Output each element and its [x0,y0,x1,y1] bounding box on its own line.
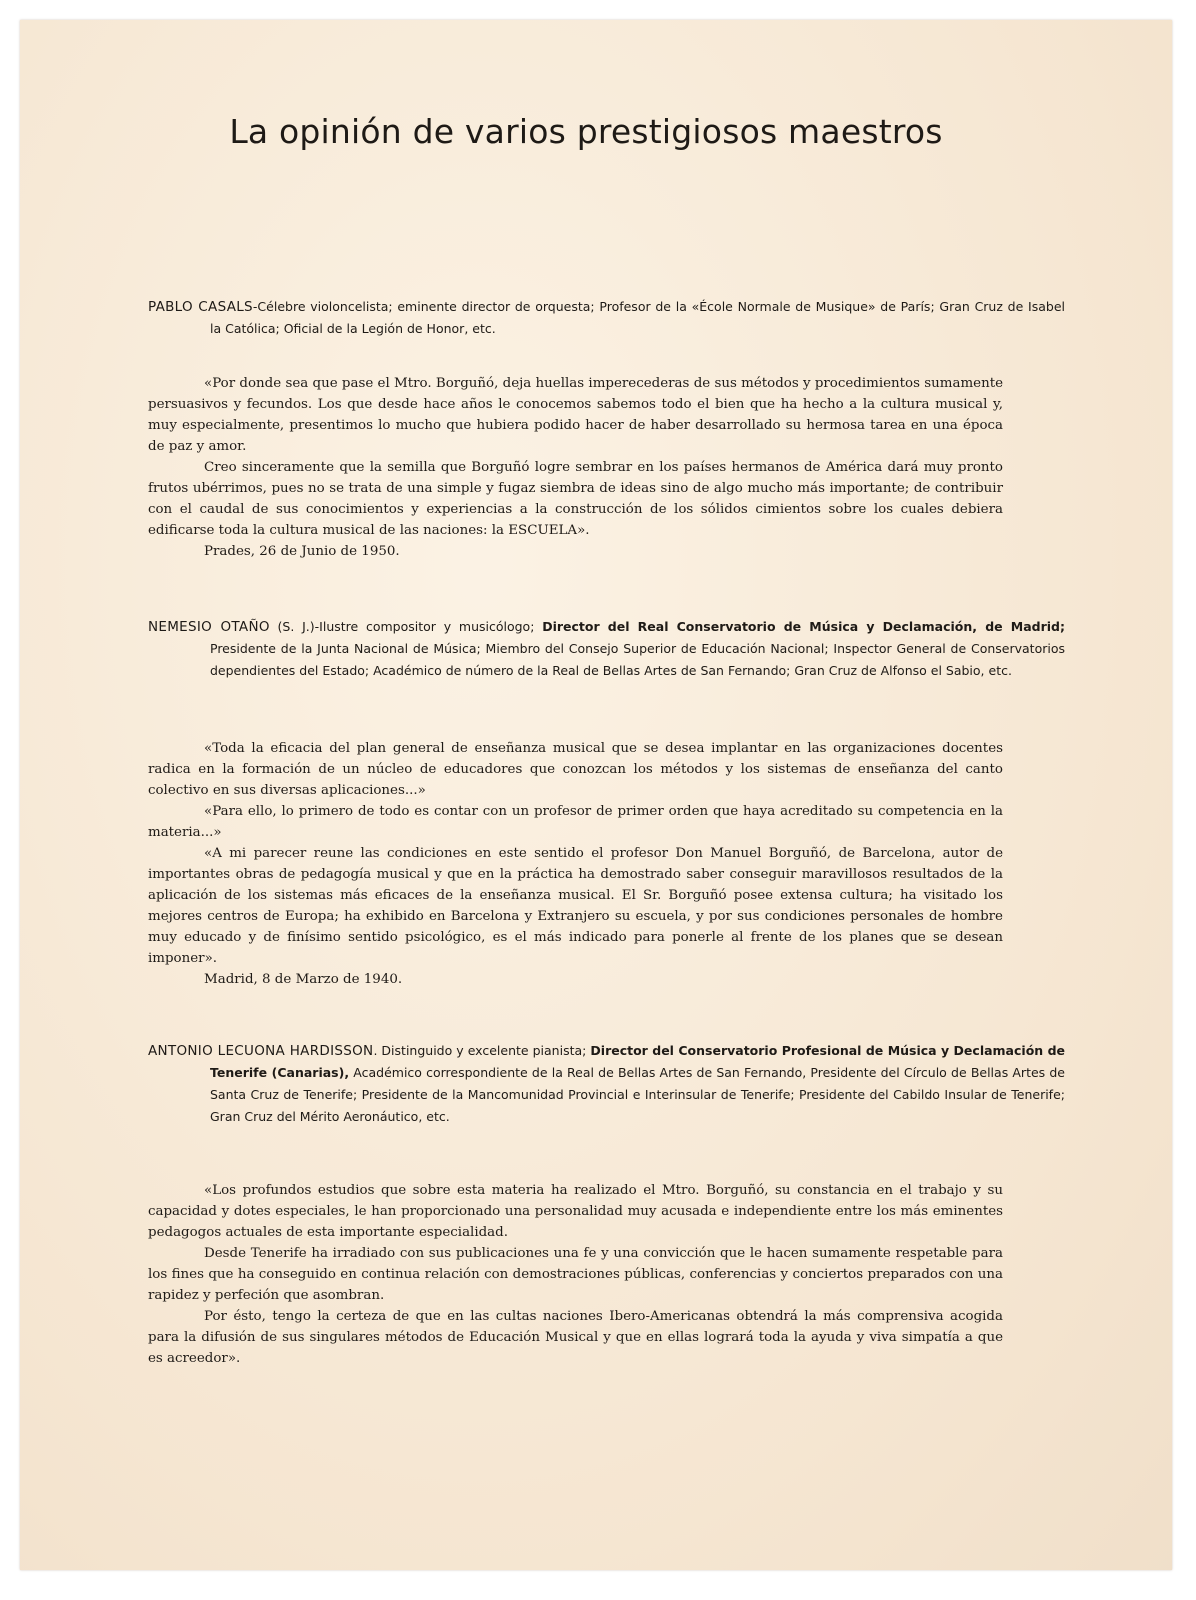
otano-name: NEMESIO OTAÑO [148,619,270,635]
lecuona-credentials-bold: Director del Conservatorio Profesional de Música y Declamación de Tenerife (Canarias), [210,1043,1066,1080]
lecuona-quote [148,1180,1003,1369]
otano-credentials-bold: Director del Real Conservatorio de Música y Declamación, de Madrid; [542,619,1065,634]
lecuona-heading [148,1040,1065,1128]
casals-paragraph-1: «Por donde sea que pase el Mtro. Borguñó, deja huellas imperecederas de sus métodos y procedimientos sumamente persuasivos y fecundos. Los que desde hace años le conocemos sabemos todo el bien que ha hecho a la cultura musical y, muy especialmente, presentimos lo mucho que hubiera podido hacer de haber desarrollado su hermosa tarea en una época de paz y amor. [148,376,1003,454]
casals-place-date: Prades, 26 de Junio de 1950. [204,544,400,559]
otano-paragraph-3: «A mi parecer reune las condiciones en este sentido el profesor Don Manuel Borguñó, de Barcelona, autor de importantes obras de pedagogía musical y que en la práctica ha demostrado saber conseguir maravillosos resultados de la aplicación de los sistemas más eficaces de la enseñanza musical. El Sr. Borguñó posee extensa cultura; ha visitado los mejores centros de Europa; ha exhibido en Barcelona y Extranjero su escuela, y por sus condiciones personales de hombre muy educado y de finísimo sentido psicológico, es el más indicado para ponerle al frente de los planes que se desean imponer». [148,846,1003,966]
casals-credentials: -Célebre violoncelista; eminente director de orquesta; Profesor de la «École Normale de Musique» de París; Gran Cruz de Isabel la Católica; Oficial de la Legión de Honor, etc. [210,299,1066,336]
casals-heading [148,296,1065,340]
casals-quote [148,373,1003,562]
otano-paragraph-2: «Para ello, lo primero de todo es contar con un profesor de primer orden que haya acreditado su competencia en la materia...» [148,804,1003,840]
casals-paragraph-2: Creo sinceramente que la semilla que Borguñó logre sembrar en los países hermanos de América dará muy pronto frutos ubérrimos, pues no se trata de una simple y fugaz siembra de ideas sino de algo mucho más importante; de contribuir con el caudal de sus conocimientos y experiencias a la construcción de los sólidos cimientos sobre los cuales debiera edificarse toda la cultura musical de las naciones: la ESCUELA». [148,460,1003,538]
lecuona-paragraph-1: «Los profundos estudios que sobre esta materia ha realizado el Mtro. Borguñó, su constancia en el trabajo y su capacidad y dotes especiales, le han proporcionado una personalidad muy acusada e independiente entre los más eminentes pedagogos actuales de esta importante especialidad. [148,1183,1003,1240]
lecuona-paragraph-3: Por ésto, tengo la certeza de que en las cultas naciones Ibero-Americanas obtendrá la más comprensiva acogida para la difusión de sus singulares métodos de Educación Musical y que en ellas logrará toda la ayuda y viva simpatía a que es acreedor». [148,1309,1003,1366]
lecuona-paragraph-2: Desde Tenerife ha irradiado con sus publicaciones una fe y una convicción que le hacen sumamente respetable para los fines que ha conseguido en continua relación con demostraciones públicas, conferencias y conciertos preparados con una rapidez y perfeción que asombran. [148,1246,1003,1303]
lecuona-credentials-1: . Distinguido y excelente pianista; [373,1043,591,1058]
otano-quote [148,738,1003,990]
lecuona-name: ANTONIO LECUONA HARDISSON [148,1043,374,1059]
otano-heading [148,616,1065,682]
page-title: La opinión de varios prestigiosos maestros [229,112,943,151]
casals-name: PABLO CASALS [148,299,253,315]
otano-paragraph-1: «Toda la eficacia del plan general de enseñanza musical que se desea implantar en las organizaciones docentes radica en la formación de un núcleo de educadores que conozcan los métodos y los sistemas de enseñanza del canto colectivo en sus diversas aplicaciones...» [148,741,1003,798]
lecuona-credentials-2: Académico correspondiente de la Real de Bellas Artes de San Fernando, Presidente del Círculo de Bellas Artes de Santa Cruz de Tenerife; Presidente de la Mancomunidad Provincial e Interinsular de Tenerife; Presidente del Cabildo Insular de Tenerife; Gran Cruz del Mérito Aeronáutico, etc. [210,1065,1065,1124]
otano-credentials-1: (S. J.)-Ilustre compositor y musicólogo; [269,619,543,634]
otano-credentials-2: Presidente de la Junta Nacional de Música; Miembro del Consejo Superior de Educación Nacional; Inspector General de Conservatorios dependientes del Estado; Académico de número de la Real de Bellas Artes de San Fernando; Gran Cruz de Alfonso el Sabio, etc. [210,641,1065,678]
otano-place-date: Madrid, 8 de Marzo de 1940. [204,972,403,987]
